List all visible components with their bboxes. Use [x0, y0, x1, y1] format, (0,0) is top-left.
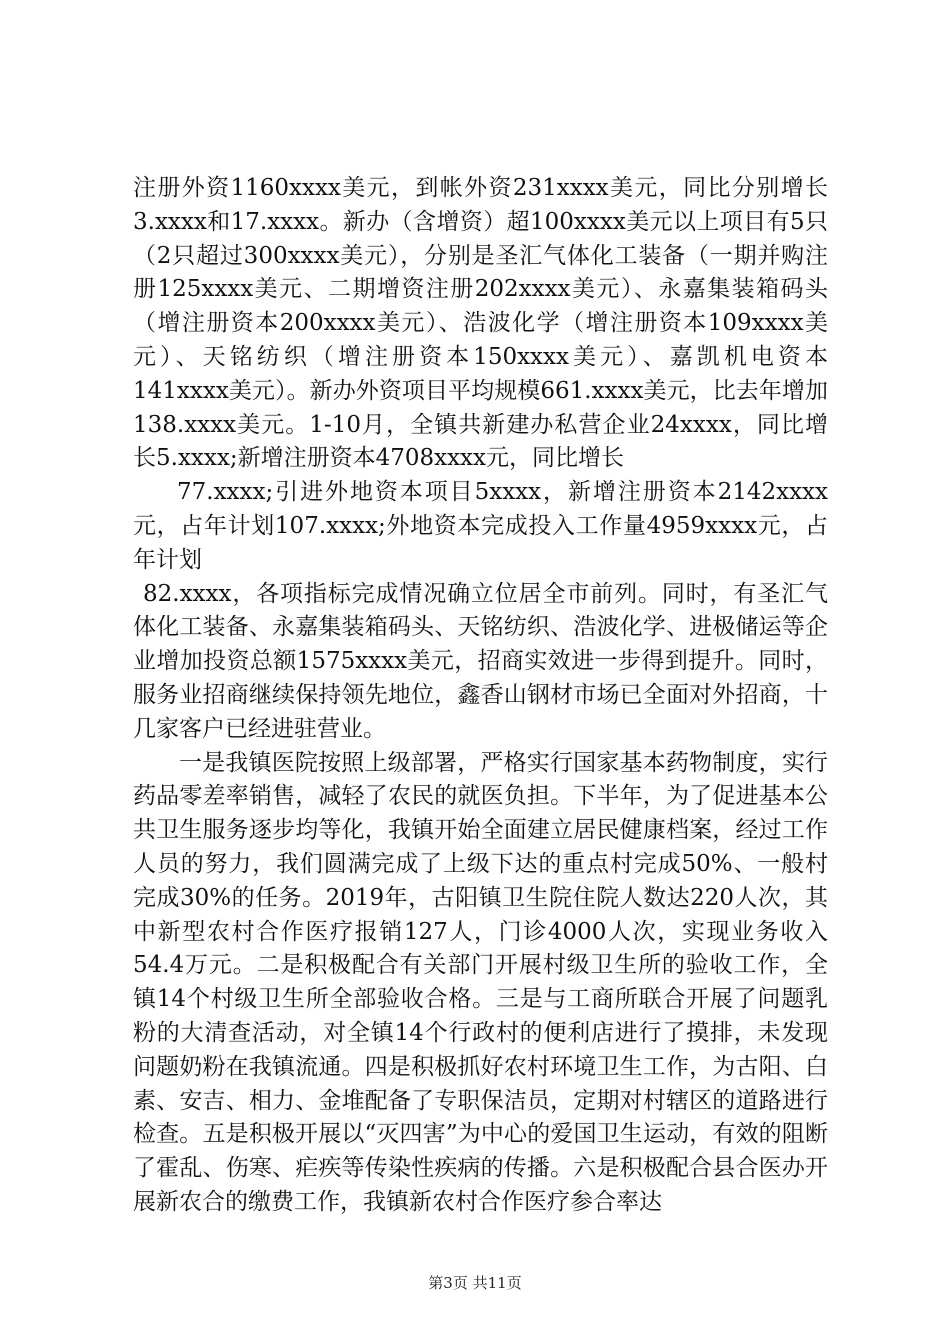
document-body	[133, 172, 828, 1220]
page-footer: 第3页 共11页	[428, 1274, 522, 1292]
paragraph-indicators: 82.xxxx，各项指标完成情况确立位居全市前列。同时，有圣汇气体化工装备、永嘉集装箱码头、天铭纺织、浩波化学、进极储运等企业增加投资总额1575xxxx美元，招商实效进一步得到提升。同时，服务业招商继续保持领先地位，鑫香山钢材市场已全面对外招商，十几家客户已经进驻营业。	[133, 580, 828, 742]
paragraph-health-work: 一是我镇医院按照上级部署，严格实行国家基本药物制度，实行药品零差率销售，减轻了农民的就医负担。下半年，为了促进基本公共卫生服务逐步均等化，我镇开始全面建立居民健康档案，经过工作人员的努力，我们圆满完成了上级下达的重点村完成50%、一般村完成30%的任务。2019年，古阳镇卫生院住院人数达220人次，其中新型农村合作医疗报销127人，门诊4000人次，实现业务收入54.4万元。二是积极配合有关部门开展村级卫生所的验收工作，全镇14个村级卫生所全部验收合格。三是与工商所联合开展了问题乳粉的大清查活动，对全镇14个行政村的便利店进行了摸排，未发现问题奶粉在我镇流通。四是积极抓好农村环境卫生工作，为古阳、白素、安吉、相力、金堆配备了专职保洁员，定期对村辖区的道路进行检查。五是积极开展以“灭四害”为中心的爱国卫生运动，有效的阻断了霍乱、伤寒、疟疾等传染性疾病的传播。六是积极配合县合医办开展新农合的缴费工作，我镇新农村合作医疗参合率达	[133, 749, 828, 1215]
paragraph-foreign-investment: 注册外资1160xxxx美元，到帐外资231xxxx美元，同比分别增长3.xxxx和17.xxxx。新办（含增资）超100xxxx美元以上项目有5只（2只超过300xxxx美元），分别是圣汇气体化工装备（一期并购注册125xxxx美元、二期增资注册202xxxx美元）、永嘉集装箱码头（增注册资本200xxxx美元）、浩波化学（增注册资本109xxxx美元）、天铭纺织（增注册资本150xxxx美元）、嘉凯机电资本141xxxx美元）。新办外资项目平均规模661.xxxx美元，比去年增加138.xxxx美元。1-10月，全镇共新建办私营企业24xxxx，同比增长5.xxxx;新增注册资本4708xxxx元，同比增长	[133, 175, 828, 472]
paragraph-domestic-capital: 77.xxxx;引进外地资本项目5xxxx，新增注册资本2142xxxx元，占年计划107.xxxx;外地资本完成投入工作量4959xxxx元，占年计划	[133, 479, 828, 573]
